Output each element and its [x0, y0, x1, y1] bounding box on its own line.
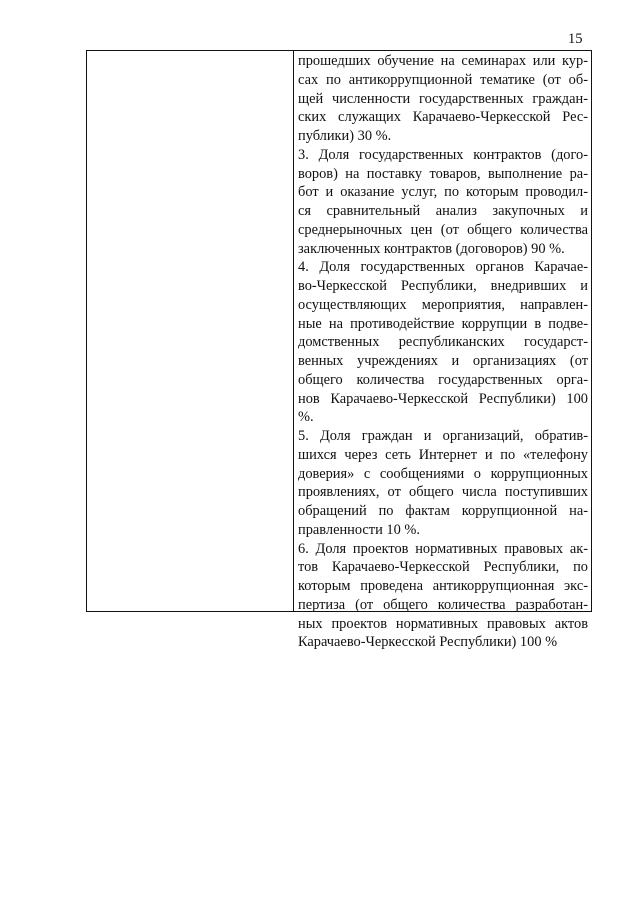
text-line: 6. Доля проектов нормативных правовых ак-: [298, 540, 588, 557]
text-line: нов Карачаево-Черкесской Республики) 100: [298, 390, 588, 407]
text-line: которым проведена антикоррупционная экс-: [298, 578, 588, 594]
text-line: заключенных контрактов (договоров) 90 %.: [298, 240, 565, 257]
text-line: обращений по фактам коррупционной на-: [298, 503, 588, 519]
text-line: доверия» с сообщениями о коррупционных: [298, 465, 588, 482]
text-line: венных учреждениях и организациях (от: [298, 353, 588, 369]
text-line: ные на противодействие коррупции в подве-: [298, 315, 588, 332]
text-line: прошедших обучение на семинарах или кур-: [298, 53, 588, 69]
text-line: 5. Доля граждан и организаций, обратив-: [298, 428, 588, 444]
text-line: Карачаево-Черкесской Республики) 100 %: [298, 634, 558, 651]
text-line: во-Черкесской Республики, внедривших и: [298, 278, 588, 294]
text-line: воров) на поставку товаров, выполнение ра-: [298, 165, 588, 182]
text-line: 3. Доля государственных контрактов (дого-: [298, 146, 588, 163]
text-line: тов Карачаево-Черкесской Республики, по: [298, 559, 588, 576]
text-line: домственных республиканских государст-: [298, 334, 588, 351]
text-line: проявлениях, от общего числа поступивших: [298, 484, 588, 501]
text-line: ских служащих Карачаево-Черкесской Рес-: [298, 109, 588, 126]
text-line: пертиза (от общего количества разработан-: [298, 596, 588, 613]
text-line: правленности 10 %.: [298, 521, 420, 538]
text-line: ся сравнительный анализ закупочных и: [298, 203, 588, 219]
text-line: щей численности государственных граждан-: [298, 90, 588, 107]
indicators-table: [86, 50, 592, 651]
page-number: 15: [568, 31, 583, 47]
text-line: сах по антикоррупционной тематике (от об-: [298, 71, 588, 88]
text-line: осуществляющих мероприятия, направлен-: [298, 296, 588, 313]
table-left-cell: [87, 51, 294, 611]
text-line: бот и оказание услуг, по которым проводил-: [298, 184, 588, 201]
text-line: %.: [298, 409, 314, 426]
text-line: общего количества государственных орга-: [298, 371, 588, 388]
text-line: публики) 30 %.: [298, 128, 392, 144]
text-line: среднерыночных цен (от общего количества: [298, 221, 588, 238]
text-line: шихся через сеть Интернет и по «телефону: [298, 446, 588, 463]
table-right-cell: [298, 52, 588, 652]
text-line: 4. Доля государственных органов Карачае-: [298, 259, 588, 276]
text-line: ных проектов нормативных правовых актов: [298, 615, 588, 632]
